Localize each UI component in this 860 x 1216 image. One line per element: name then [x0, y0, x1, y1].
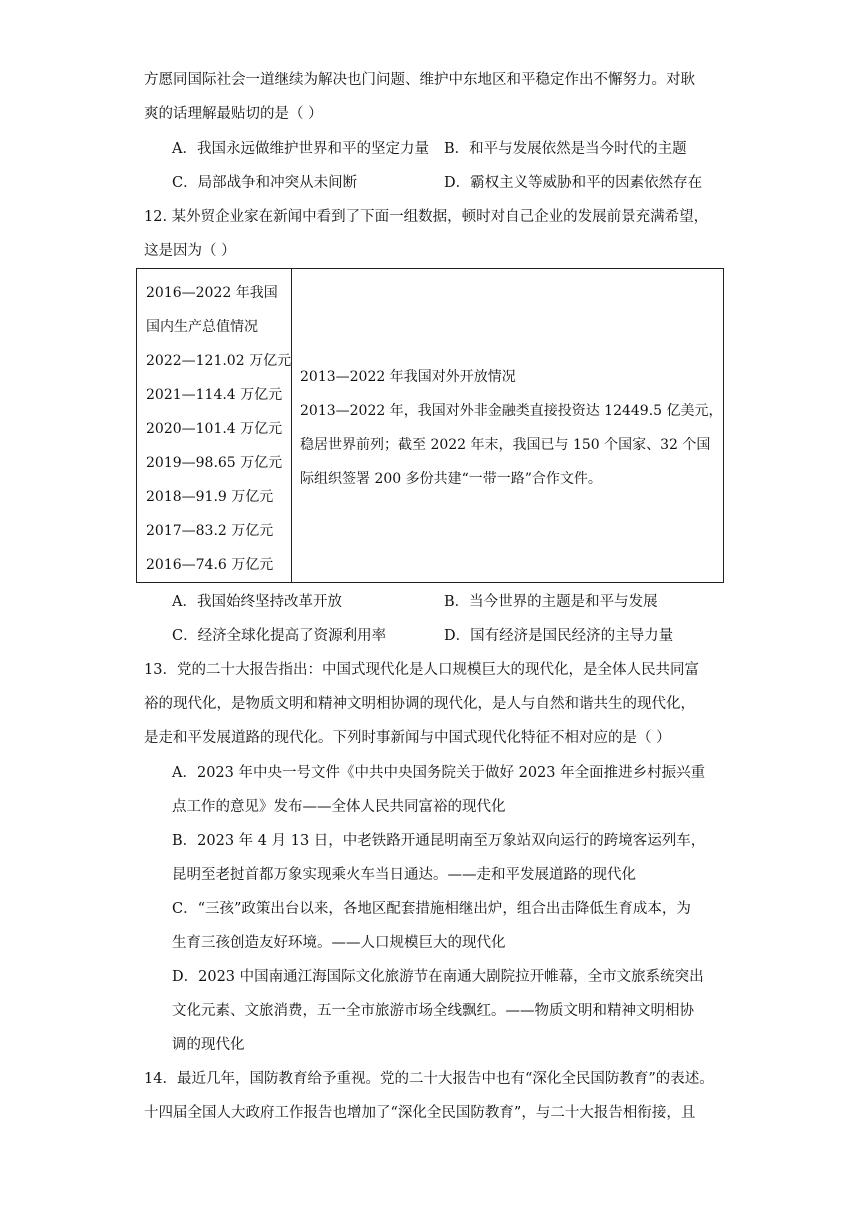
q11-stem-line-2: 爽的话理解最贴切的是（ ） [144, 106, 323, 122]
q13-option-a-line-1: A．2023 年中央一号文件《中共中央国务院关于做好 2023 年全面推进乡村振兴重 [172, 765, 706, 781]
q13-stem-line-1: 13．党的二十大报告指出：中国式现代化是人口规模巨大的现代化，是全体人民共同富 [144, 662, 699, 678]
q13-option-d-line-2: 文化元素、文旅消费，五一全市旅游市场全线飘红。——物质文明和精神文明相协 [172, 1003, 694, 1019]
q12-option-a: A．我国始终坚持改革开放 [172, 594, 342, 610]
gdp-title-line-1: 2016—2022 年我国 [146, 285, 278, 301]
q13-option-a-line-2: 点工作的意见》发布——全体人民共同富裕的现代化 [172, 799, 506, 815]
q13-option-c-line-2: 生育三孩创造友好环境。——人口规模巨大的现代化 [172, 935, 506, 951]
gdp-row-2019: 2019—98.65 万亿元 [146, 455, 283, 471]
q12-stem-line-1: 12. 某外贸企业家在新闻中看到了下面一组数据，顿时对自己企业的发展前景充满希望， [144, 209, 709, 225]
q14-stem-line-2: 十四届全国人大政府工作报告也增加了“深化全民国防教育”，与二十大报告相衔接，且 [144, 1105, 696, 1121]
gdp-row-2022: 2022—121.02 万亿元 [146, 353, 292, 369]
q12-stem-line-2: 这是因为（ ） [144, 243, 236, 259]
q13-option-b-line-1: B．2023 年 4 月 13 日，中老铁路开通昆明南至万象站双向运行的跨境客运列车， [172, 833, 706, 849]
gdp-row-2018: 2018—91.9 万亿元 [146, 489, 274, 505]
gdp-row-2017: 2017—83.2 万亿元 [146, 523, 274, 539]
q11-stem-line-1: 方愿同国际社会一道继续为解决也门问题、维护中东地区和平稳定作出不懈努力。对耿 [144, 72, 695, 88]
opening-up-line-3: 际组织签署 200 多份共建“一带一路”合作文件。 [300, 471, 602, 487]
gdp-row-2016: 2016—74.6 万亿元 [146, 557, 274, 573]
q13-option-b-line-2: 昆明至老挝首都万象实现乘火车当日通达。——走和平发展道路的现代化 [172, 867, 636, 883]
q12-option-c: C．经济全球化提高了资源利用率 [172, 628, 387, 644]
opening-up-title: 2013—2022 年我国对外开放情况 [300, 369, 516, 385]
q13-option-d-line-1: D．2023 中国南通江海国际文化旅游节在南通大剧院拉开帷幕，全市文旅系统突出 [172, 969, 704, 985]
q11-option-a: A．我国永远做维护世界和平的坚定力量 [172, 141, 429, 157]
q11-option-b: B．和平与发展依然是当今时代的主题 [444, 141, 687, 157]
opening-up-line-1: 2013—2022 年，我国对外非金融类直接投资达 12449.5 亿美元， [300, 403, 723, 419]
q13-option-d-line-3: 调的现代化 [172, 1037, 245, 1053]
q13-stem-line-3: 是走和平发展道路的现代化。下列时事新闻与中国式现代化特征不相对应的是（ ） [144, 730, 671, 746]
q11-option-c: C．局部战争和冲突从未间断 [172, 175, 358, 191]
gdp-row-2020: 2020—101.4 万亿元 [146, 421, 283, 437]
q12-data-table [136, 268, 724, 583]
q12-option-d: D．国有经济是国民经济的主导力量 [444, 628, 674, 644]
gdp-title-line-2: 国内生产总值情况 [146, 319, 258, 335]
gdp-column [137, 269, 292, 582]
opening-up-line-2: 稳居世界前列；截至 2022 年末，我国已与 150 个国家、32 个国 [300, 437, 711, 453]
q12-option-b: B．当今世界的主题是和平与发展 [444, 594, 658, 610]
q14-stem-line-1: 14．最近几年，国防教育给予重视。党的二十大报告中也有“深化全民国防教育”的表述。 [144, 1071, 714, 1087]
q13-option-c-line-1: C．“三孩”政策出台以来，各地区配套措施相继出炉，组合出击降低生育成本，为 [172, 901, 691, 917]
q13-stem-line-2: 裕的现代化，是物质文明和精神文明相协调的现代化，是人与自然和谐共生的现代化， [144, 696, 695, 712]
gdp-row-2021: 2021—114.4 万亿元 [146, 387, 283, 403]
q11-option-d: D．霸权主义等威胁和平的因素依然存在 [444, 175, 703, 191]
